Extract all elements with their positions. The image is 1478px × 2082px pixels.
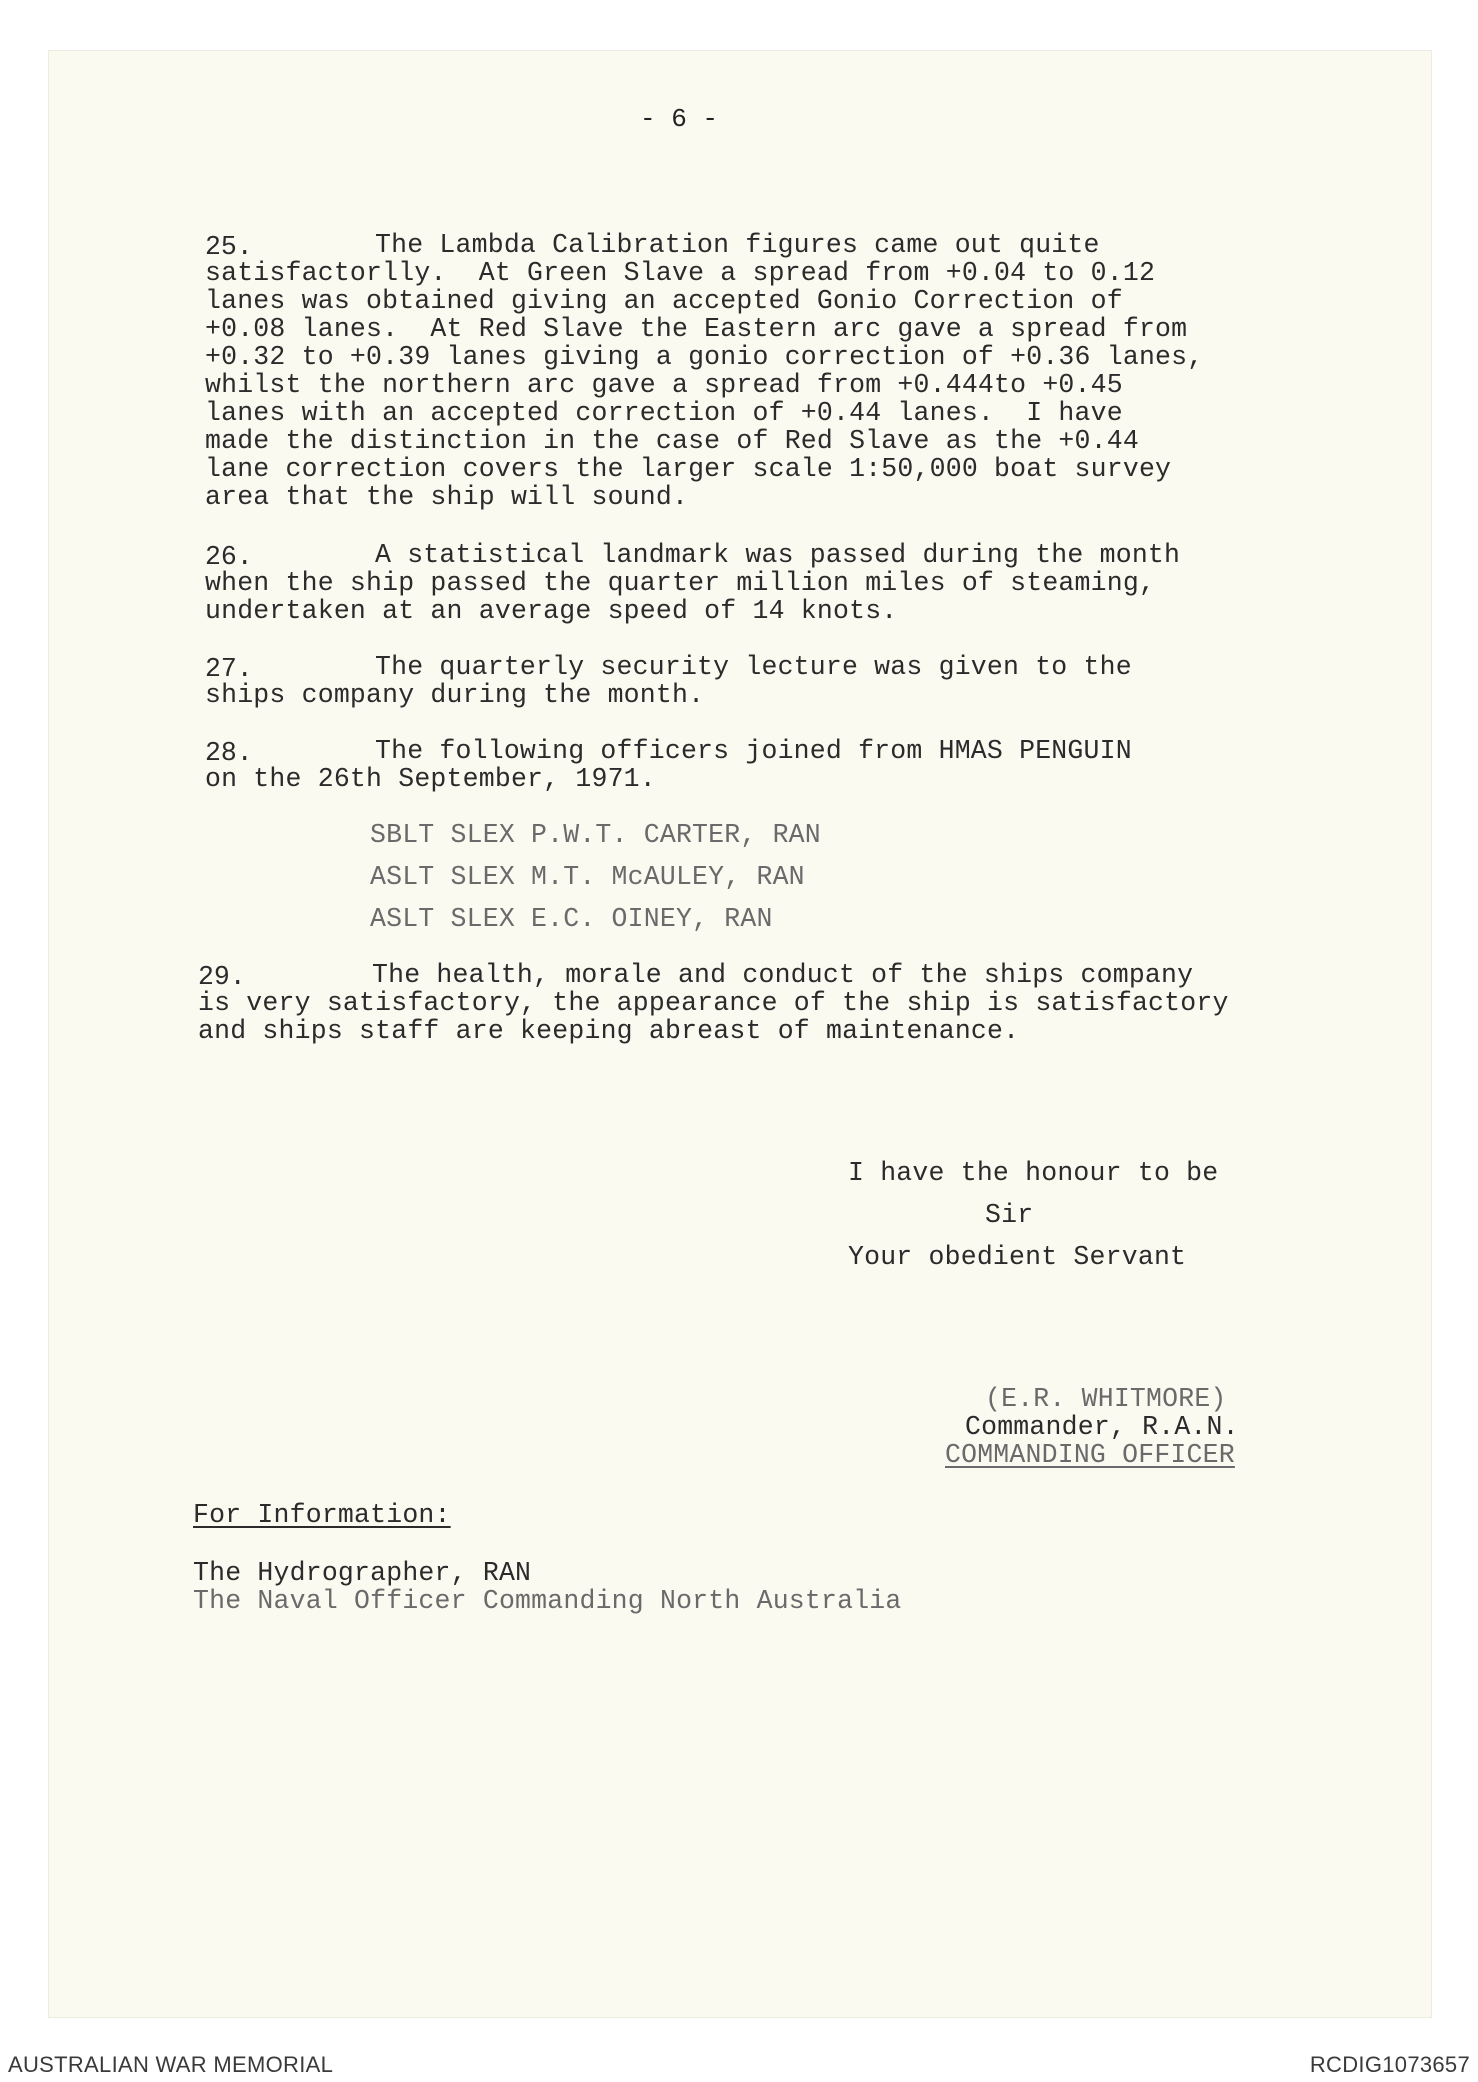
paragraph-line: The following officers joined from HMAS PENGUIN	[375, 736, 1132, 766]
recipient: The Naval Officer Commanding North Australia	[193, 1586, 902, 1616]
paragraph-line: undertaken at an average speed of 14 knots.	[205, 596, 898, 626]
paragraph-line: when the ship passed the quarter million miles of steaming,	[205, 568, 1156, 598]
paragraph-number: 29.	[198, 962, 246, 992]
paragraph-line: The Lambda Calibration figures came out quite	[375, 230, 1100, 260]
paragraph-number: 25.	[205, 232, 253, 262]
paragraph-line: area that the ship will sound.	[205, 482, 689, 512]
paragraph-line: lane correction covers the larger scale 1:50,000 boat survey	[205, 454, 1172, 484]
paragraph-line: lanes was obtained giving an accepted Gonio Correction of	[205, 286, 1123, 316]
paragraph-number: 28.	[205, 738, 253, 768]
paragraph-line: The quarterly security lecture was given to the	[375, 652, 1132, 682]
officer-entry: ASLT SLEX E.C. OINEY, RAN	[370, 904, 773, 934]
paragraph-line: +0.32 to +0.39 lanes giving a gonio correction of +0.36 lanes,	[205, 342, 1204, 372]
officer-entry: ASLT SLEX M.T. McAULEY, RAN	[370, 862, 805, 892]
paragraph-line: +0.08 lanes. At Red Slave the Eastern arc gave a spread from	[205, 314, 1188, 344]
paragraph-line: made the distinction in the case of Red Slave as the +0.44	[205, 426, 1139, 456]
footer-archive-name: AUSTRALIAN WAR MEMORIAL	[8, 2052, 334, 2077]
closing-salutation: Sir	[985, 1200, 1034, 1230]
paragraph-line: ships company during the month.	[205, 680, 705, 710]
paragraph-line: satisfactorlly. At Green Slave a spread from +0.04 to 0.12	[205, 258, 1156, 288]
recipient: The Hydrographer, RAN	[193, 1558, 532, 1588]
page-number: - 6 -	[640, 104, 719, 134]
paragraph-number: 26.	[205, 542, 253, 572]
paragraph-line: and ships staff are keeping abreast of maintenance.	[198, 1016, 1020, 1046]
paragraph-number: 27.	[205, 654, 253, 684]
signatory-title: COMMANDING OFFICER	[945, 1440, 1235, 1470]
paragraph-line: A statistical landmark was passed during the month	[375, 540, 1181, 570]
info-heading: For Information:	[193, 1500, 451, 1530]
paragraph-line: The health, morale and conduct of the ships company	[372, 960, 1194, 990]
officer-entry: SBLT SLEX P.W.T. CARTER, RAN	[370, 820, 821, 850]
footer-record-id: RCDIG1073657	[1309, 2052, 1470, 2077]
paragraph-line: whilst the northern arc gave a spread from +0.444to +0.45	[205, 370, 1123, 400]
paragraph-line: on the 26th September, 1971.	[205, 764, 656, 794]
signatory-rank: Commander, R.A.N.	[965, 1412, 1239, 1442]
signatory-name: (E.R. WHITMORE)	[985, 1384, 1227, 1414]
paragraph-line: is very satisfactory, the appearance of the ship is satisfactory	[198, 988, 1229, 1018]
closing-line: I have the honour to be	[848, 1158, 1219, 1188]
closing-line: Your obedient Servant	[848, 1242, 1187, 1272]
paragraph-line: lanes with an accepted correction of +0.44 lanes. I have	[205, 398, 1123, 428]
